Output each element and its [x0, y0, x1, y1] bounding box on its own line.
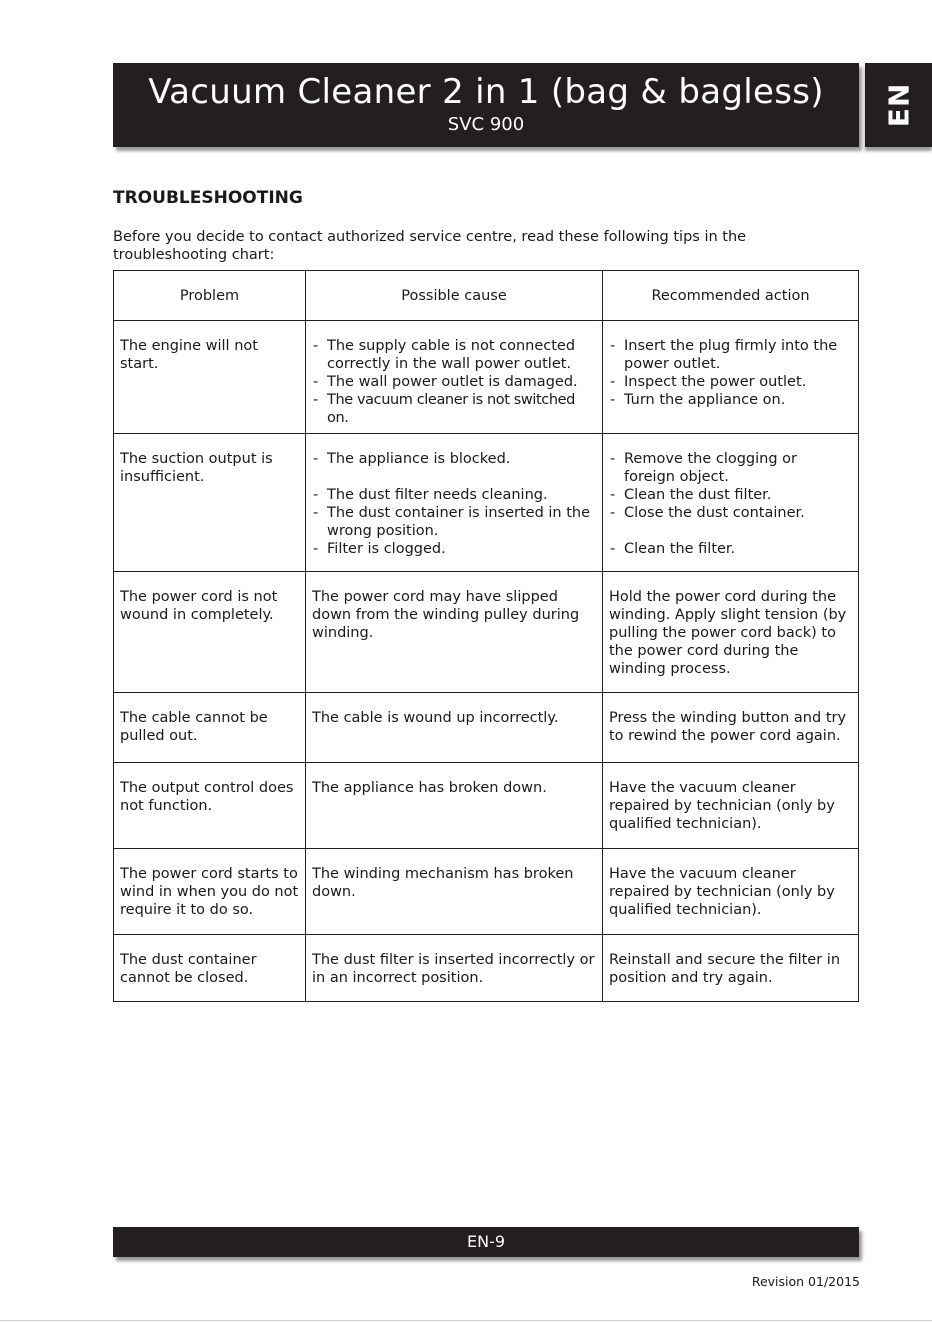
table-row — [114, 434, 859, 572]
cause-item: - The appliance is blocked. — [312, 450, 596, 468]
action-cell — [603, 434, 859, 572]
table-header-row — [114, 271, 859, 321]
action-item: - Remove the clogging or foreign object. — [609, 450, 852, 486]
action-cell: Press the winding button and try to rewind the power cord again. — [603, 693, 859, 763]
document-header — [113, 63, 859, 147]
cause-cell: The winding mechanism has broken down. — [306, 849, 603, 935]
table-row — [114, 935, 859, 1002]
table-row — [114, 321, 859, 434]
language-tab — [865, 63, 932, 147]
cause-cell: The power cord may have slipped down from the winding pulley during winding. — [306, 572, 603, 693]
table-row — [114, 763, 859, 849]
action-item: - Clean the filter. — [609, 540, 852, 558]
language-label: EN — [882, 82, 915, 128]
action-cell: Have the vacuum cleaner repaired by technician (only by qualified technician). — [603, 849, 859, 935]
cause-item: - Filter is clogged. — [312, 540, 596, 558]
table-row — [114, 693, 859, 763]
cause-cell: The appliance has broken down. — [306, 763, 603, 849]
cause-item: - The dust container is inserted in the wrong position. — [312, 504, 596, 540]
problem-cell: The power cord is not wound in completely. — [114, 572, 306, 693]
problem-cell: The dust container cannot be closed. — [114, 935, 306, 1002]
action-item: - Inspect the power outlet. — [609, 373, 852, 391]
page-footer — [113, 1227, 859, 1257]
problem-cell: The cable cannot be pulled out. — [114, 693, 306, 763]
action-cell: Hold the power cord during the winding. Apply slight tension (by pulling the power cord back) to the power cord during the winding process. — [603, 572, 859, 693]
column-header-cause: Possible cause — [306, 271, 603, 321]
revision-label: Revision 01/2015 — [751, 1274, 860, 1289]
problem-cell: The suction output is insufficient. — [114, 434, 306, 572]
bottom-divider — [0, 1320, 932, 1321]
cause-item: - The wall power outlet is damaged. — [312, 373, 596, 391]
cause-cell — [306, 434, 603, 572]
table-row — [114, 849, 859, 935]
column-header-action: Recommended action — [603, 271, 859, 321]
action-cell: Reinstall and secure the filter in position and try again. — [603, 935, 859, 1002]
section-title: TROUBLESHOOTING — [113, 188, 303, 208]
document-title: Vacuum Cleaner 2 in 1 (bag & bagless) — [148, 72, 824, 112]
troubleshooting-table — [113, 270, 859, 1002]
action-item: - Turn the appliance on. — [609, 391, 852, 409]
action-item: - Clean the dust filter. — [609, 486, 852, 504]
action-cell — [603, 321, 859, 434]
model-number: SVC 900 — [447, 114, 525, 135]
problem-cell: The engine will not start. — [114, 321, 306, 434]
column-header-problem: Problem — [114, 271, 306, 321]
table-row — [114, 572, 859, 693]
action-cell: Have the vacuum cleaner repaired by technician (only by qualified technician). — [603, 763, 859, 849]
cause-cell: The dust filter is inserted incorrectly or in an incorrect position. — [306, 935, 603, 1002]
cause-cell — [306, 321, 603, 434]
page-number: EN-9 — [466, 1232, 506, 1251]
cause-item: - The supply cable is not connected correctly in the wall power outlet. — [312, 337, 596, 373]
cause-item: - The vacuum cleaner is not switched on. — [312, 391, 596, 427]
problem-cell: The power cord starts to wind in when you do not require it to do so. — [114, 849, 306, 935]
problem-cell: The output control does not function. — [114, 763, 306, 849]
action-item: - Close the dust container. — [609, 504, 852, 522]
intro-text: Before you decide to contact authorized service centre, read these following tips in the troubleshooting chart: — [113, 229, 747, 263]
cause-cell: The cable is wound up incorrectly. — [306, 693, 603, 763]
cause-item: - The dust filter needs cleaning. — [312, 486, 596, 504]
action-item: - Insert the plug firmly into the power outlet. — [609, 337, 852, 373]
